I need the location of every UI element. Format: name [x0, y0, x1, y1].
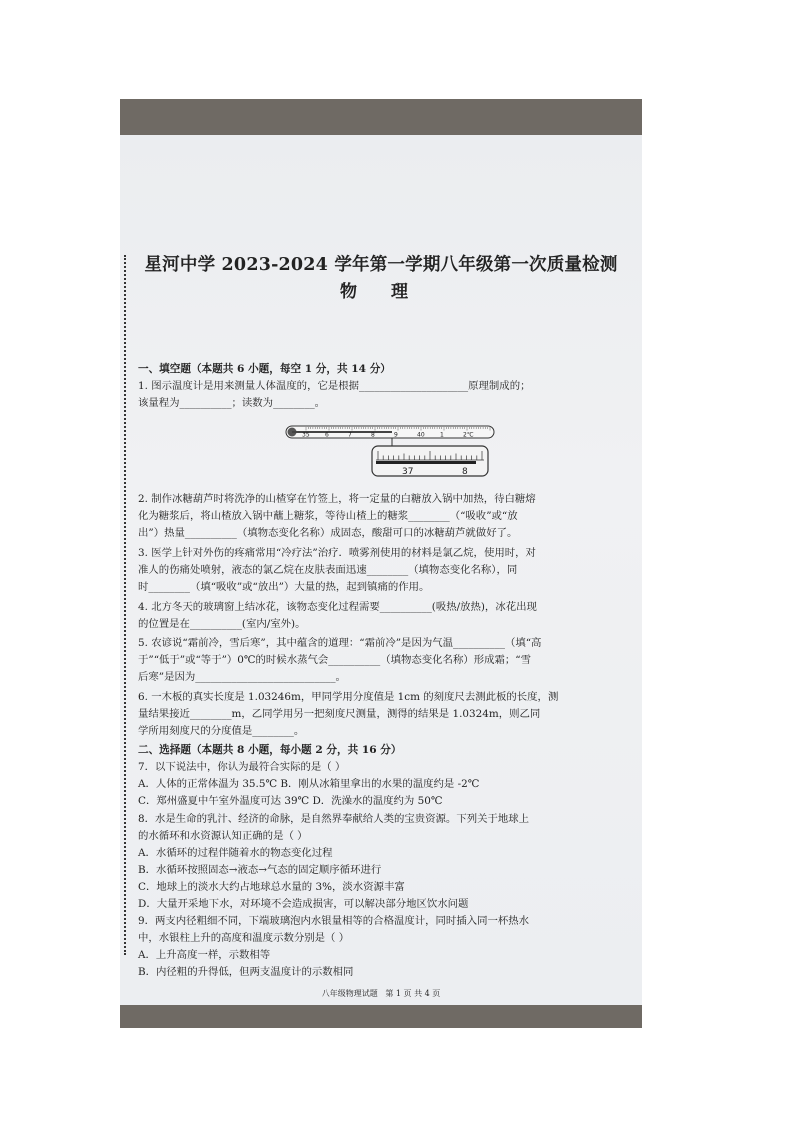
question-line: 3. 医学上针对外伤的疼痛常用“冷疗法”治疗．喷雾剂使用的材料是氯乙烷，使用时，对: [138, 547, 536, 559]
lower-label-37: 37: [402, 467, 414, 477]
question-line: 1. 图示温度计是用来测量人体温度的，它是根据_____________________原理制成的；: [138, 380, 531, 392]
question-line: A．水循环的过程伴随着水的物态变化过程: [138, 847, 333, 859]
upper-scale-label: 9: [394, 431, 398, 439]
binding-dotted-line: [124, 255, 126, 955]
question-line: 后寒”是因为___________________________。: [138, 671, 346, 683]
question-line: 4. 北方冬天的玻璃窗上结冰花，该物态变化过程需要__________(吸热/放热)，冰花出现: [138, 601, 537, 613]
question-line: C．郑州盛夏中午室外温度可达 39℃ D．洗澡水的温度约为 50℃: [138, 795, 443, 807]
question-line: 化为糖浆后，将山楂放入锅中蘸上糖浆，等待山楂上的糖浆________（“吸收”或“放: [138, 510, 518, 522]
upper-scale-label: 40: [417, 431, 425, 439]
thermometer-figure: [284, 424, 500, 478]
question-line: B．内径粗的升得低，但两支温度计的示数相同: [138, 966, 354, 978]
question-line: 7．以下说法中，你认为最符合实际的是（ ）: [138, 761, 346, 773]
question-line: 2. 制作冰糖葫芦时将洗净的山楂穿在竹签上，将一定量的白糖放入锅中加热，待白糖熔: [138, 493, 536, 505]
lower-label-8: 8: [462, 467, 468, 477]
question-line: 的位置是在__________(室内/室外)。: [138, 618, 306, 630]
question-line: C．地球上的淡水大约占地球总水量的 3%，淡水资源丰富: [138, 881, 405, 893]
question-line: 准人的伤痛处喷射，液态的氯乙烷在皮肤表面迅速________（填物态变化名称），同: [138, 564, 518, 576]
upper-scale-label: 35: [302, 431, 310, 439]
section-heading: 一、填空题（本题共 6 小题，每空 1 分，共 14 分）: [138, 363, 391, 375]
upper-scale-label: 1: [440, 431, 444, 439]
question-line: B．水循环按照固态→液态→气态的固定顺序循环进行: [138, 864, 382, 876]
exam-paper: [120, 135, 642, 1005]
page-footer: 八年级物理试题 第 1 页 共 4 页: [321, 989, 441, 998]
section-heading: 二、选择题（本题共 8 小题，每小题 2 分，共 16 分）: [138, 744, 402, 756]
question-line: A．人体的正常体温为 35.5℃ B．刚从冰箱里拿出的水果的温度约是 -2℃: [138, 778, 480, 790]
question-line: 9．两支内径粗细不同，下端玻璃泡内水银量相等的合格温度计，同时插入同一杯热水: [138, 915, 530, 927]
question-line: 时________（填“吸收”或“放出”）大量的热，起到镇痛的作用。: [138, 581, 430, 593]
question-line: 于”“低于”或“等于”）0℃的时候水蒸气会__________（填物态变化名称）形成霜；“雪: [138, 654, 531, 666]
subject-heading: 物 理: [340, 282, 422, 302]
question-line: A．上升高度一样，示数相等: [138, 949, 271, 961]
question-line: 出”）热量__________（填物态变化名称）成固态，酸甜可口的冰糖葫芦就做好了。: [138, 527, 518, 539]
question-line: 5. 农谚说“霜前冷，雪后寒”，其中蕴含的道理：“霜前冷”是因为气温__________（填“高: [138, 637, 542, 649]
photo-background: [120, 99, 642, 1028]
exam-title: 星河中学 2023-2024 学年第一学期八年级第一次质量检测: [144, 255, 618, 275]
upper-scale-label: 6: [325, 431, 329, 439]
upper-scale-label: 7: [348, 431, 352, 439]
question-line: 该量程为__________；读数为________。: [138, 397, 326, 409]
question-line: 8．水是生命的乳汁、经济的命脉，是自然界奉献给人类的宝贵资源。下列关于地球上: [138, 813, 530, 825]
upper-scale-label: 8: [371, 431, 375, 439]
question-line: 中，水银柱上升的高度和温度示数分别是（ ）: [138, 932, 350, 944]
question-line: 量结果接近________m，乙同学用另一把刻度尺测量，测得的结果是 1.0324m，则乙同: [138, 708, 541, 720]
question-line: 6. 一木板的真实长度是 1.03246m，甲同学用分度值是 1cm 的刻度尺去测此板的长度，测: [138, 691, 559, 703]
upper-scale-label: 2℃: [463, 431, 474, 439]
question-line: 学所用刻度尺的分度值是________。: [138, 725, 305, 737]
question-line: D．大量开采地下水，对环境不会造成损害，可以解决部分地区饮水问题: [138, 898, 469, 910]
question-line: 的水循环和水资源认知正确的是（ ）: [138, 830, 308, 842]
